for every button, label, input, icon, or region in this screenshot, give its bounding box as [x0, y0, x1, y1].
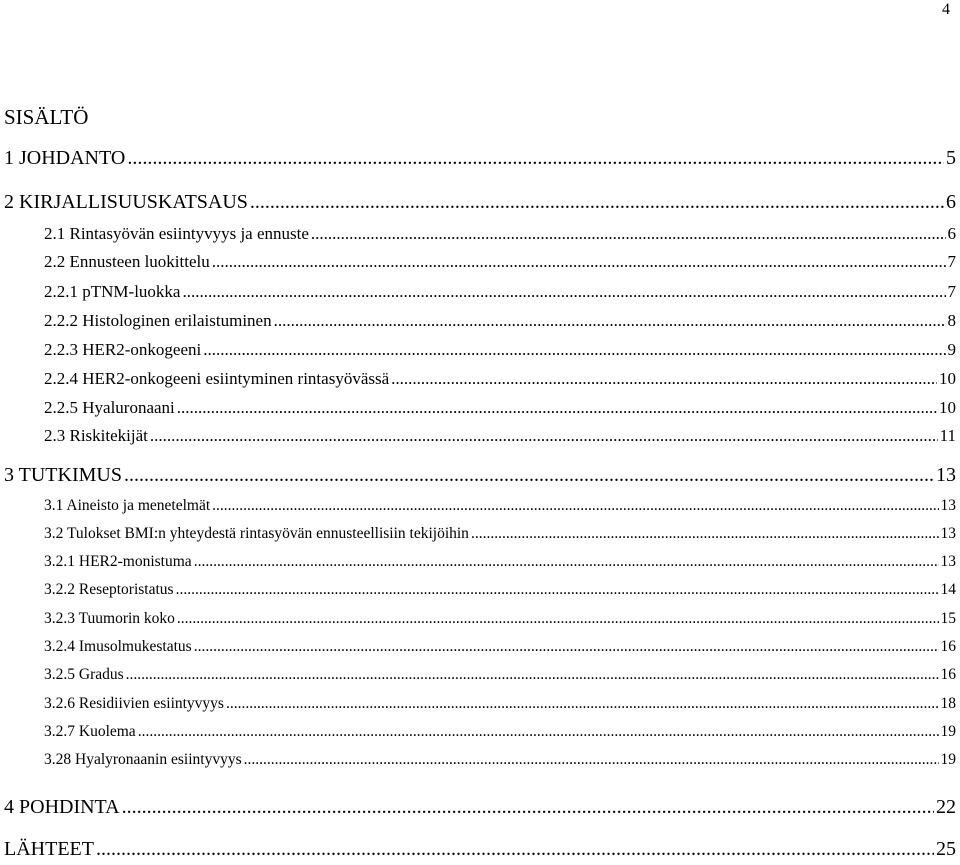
toc-entry-3-2-1[interactable] [44, 553, 956, 571]
toc-entry-label: 3.2 Tulokset BMI:n yhteydestä rintasyövän ennusteellisiin tekijöihin [44, 525, 469, 542]
toc-entry-page: 16 [940, 638, 956, 655]
toc-entry-label: 2.2 Ennusteen luokittelu [44, 252, 210, 271]
toc-entry-page: 13 [940, 525, 956, 542]
toc-entry-label: 3.28 Hyalyronaanin esiintyvyys [44, 751, 242, 768]
toc-entry-3-2-6[interactable] [44, 695, 956, 713]
toc-entry-3-2[interactable] [44, 525, 956, 543]
toc-entry-2-2-2[interactable] [44, 311, 956, 331]
toc-entry-3-2-7[interactable] [44, 723, 956, 741]
toc-leader-dots [194, 638, 939, 656]
toc-entry-2-2[interactable] [44, 252, 956, 272]
page-number: 4 [942, 1, 950, 18]
toc-entry-3-28[interactable] [44, 751, 956, 769]
toc-leader-dots [274, 311, 946, 331]
toc-leader-dots [150, 426, 938, 446]
toc-entry-page: 13 [940, 497, 956, 514]
toc-entry-page: 22 [936, 796, 956, 818]
toc-entry-page: 10 [939, 398, 956, 417]
toc-entry-2-3[interactable] [44, 426, 956, 446]
toc-entry-page: 14 [940, 581, 956, 598]
toc-leader-dots [391, 369, 937, 389]
toc-leader-dots [127, 147, 944, 170]
toc-entry-label: 2.2.4 HER2-onkogeeni esiintyminen rintasyövässä [44, 369, 390, 388]
toc-entry-label: 2.3 Riskitekijät [44, 426, 148, 445]
toc-entry-page: 16 [940, 666, 956, 683]
toc-entry-label: 3.1 Aineisto ja menetelmät [44, 497, 211, 514]
toc-entry-label: 3.2.4 Imusolmukestatus [44, 638, 192, 655]
toc-entry-label: 3.2.6 Residiivien esiintyvyys [44, 695, 224, 712]
toc-entry-page: 13 [936, 464, 956, 486]
toc-entry-label: 3.2.3 Tuumorin koko [44, 610, 175, 627]
toc-leader-dots [311, 224, 946, 244]
toc-entry-label: 3.2.1 HER2-monistuma [44, 553, 192, 570]
toc-entry-page: 19 [940, 751, 956, 768]
toc-leader-dots [176, 581, 939, 599]
toc-entry-label: 3 TUTKIMUS [4, 464, 122, 486]
toc-entry-page: 7 [947, 282, 956, 301]
toc-entry-label: 3.2.2 Reseptoristatus [44, 581, 174, 598]
toc-entry-label: 2.1 Rintasyövän esiintyvyys ja ennuste [44, 224, 309, 243]
toc-leader-dots [177, 610, 939, 628]
toc-entry-page: 10 [939, 369, 956, 388]
toc-leader-dots [212, 252, 946, 272]
toc-leader-dots [138, 723, 939, 741]
toc-entry-label: LÄHTEET [4, 838, 94, 860]
toc-entry-kirjallisuuskatsaus[interactable] [4, 191, 956, 214]
toc-leader-dots [212, 497, 938, 515]
toc-entry-page: 7 [947, 252, 956, 271]
toc-entry-2-2-3[interactable] [44, 340, 956, 360]
toc-entry-label: 3.2.7 Kuolema [44, 723, 136, 740]
toc-entry-2-2-1[interactable] [44, 282, 956, 302]
toc-leader-dots [250, 191, 944, 214]
toc-entry-3-1[interactable] [44, 497, 956, 515]
toc-entry-3-2-3[interactable] [44, 610, 956, 628]
toc-entry-page: 13 [940, 553, 956, 570]
toc-leader-dots [226, 695, 939, 713]
toc-entry-label: 2.2.5 Hyaluronaani [44, 398, 175, 417]
toc-entry-label: 3.2.5 Gradus [44, 666, 124, 683]
toc-leader-dots [96, 838, 934, 861]
toc-entry-page: 18 [940, 695, 956, 712]
toc-entry-label: 2.2.3 HER2-onkogeeni [44, 340, 202, 359]
toc-entry-page: 15 [940, 610, 956, 627]
toc-leader-dots [182, 282, 945, 302]
toc-entry-page: 25 [936, 838, 956, 860]
toc-entry-3-2-4[interactable] [44, 638, 956, 656]
toc-entry-2-2-5[interactable] [44, 398, 956, 418]
toc-entry-label: 1 JOHDANTO [4, 147, 126, 169]
toc-entry-tutkimus[interactable] [4, 464, 956, 487]
toc-entry-2-2-4[interactable] [44, 369, 956, 389]
toc-leader-dots [126, 666, 939, 684]
toc-entry-3-2-5[interactable] [44, 666, 956, 684]
toc-leader-dots [177, 398, 937, 418]
toc-leader-dots [203, 340, 945, 360]
toc-leader-dots [124, 464, 934, 487]
toc-entry-page: 9 [947, 340, 956, 359]
toc-leader-dots [471, 525, 939, 543]
toc-entry-label: 2 KIRJALLISUUSKATSAUS [4, 191, 248, 213]
toc-entry-page: 6 [947, 224, 956, 243]
toc-entry-3-2-2[interactable] [44, 581, 956, 599]
toc-leader-dots [244, 751, 939, 769]
toc-leader-dots [194, 553, 939, 571]
toc-entry-page: 5 [946, 147, 956, 169]
toc-entry-2-1[interactable] [44, 224, 956, 244]
toc-entry-label: 2.2.1 pTNM-luokka [44, 282, 181, 301]
toc-entry-page: 6 [946, 191, 956, 213]
toc-entry-johdanto[interactable] [4, 147, 956, 170]
toc-entry-lahteet[interactable] [4, 838, 956, 861]
toc-entry-pohdinta[interactable] [4, 796, 956, 819]
toc-leader-dots [122, 796, 934, 819]
toc-entry-label: 2.2.2 Histologinen erilaistuminen [44, 311, 272, 330]
toc-entry-page: 11 [939, 426, 956, 445]
toc-entry-label: 4 POHDINTA [4, 796, 120, 818]
toc-entry-page: 19 [940, 723, 956, 740]
toc-entry-page: 8 [947, 311, 956, 330]
toc-heading: SISÄLTÖ [4, 105, 89, 129]
